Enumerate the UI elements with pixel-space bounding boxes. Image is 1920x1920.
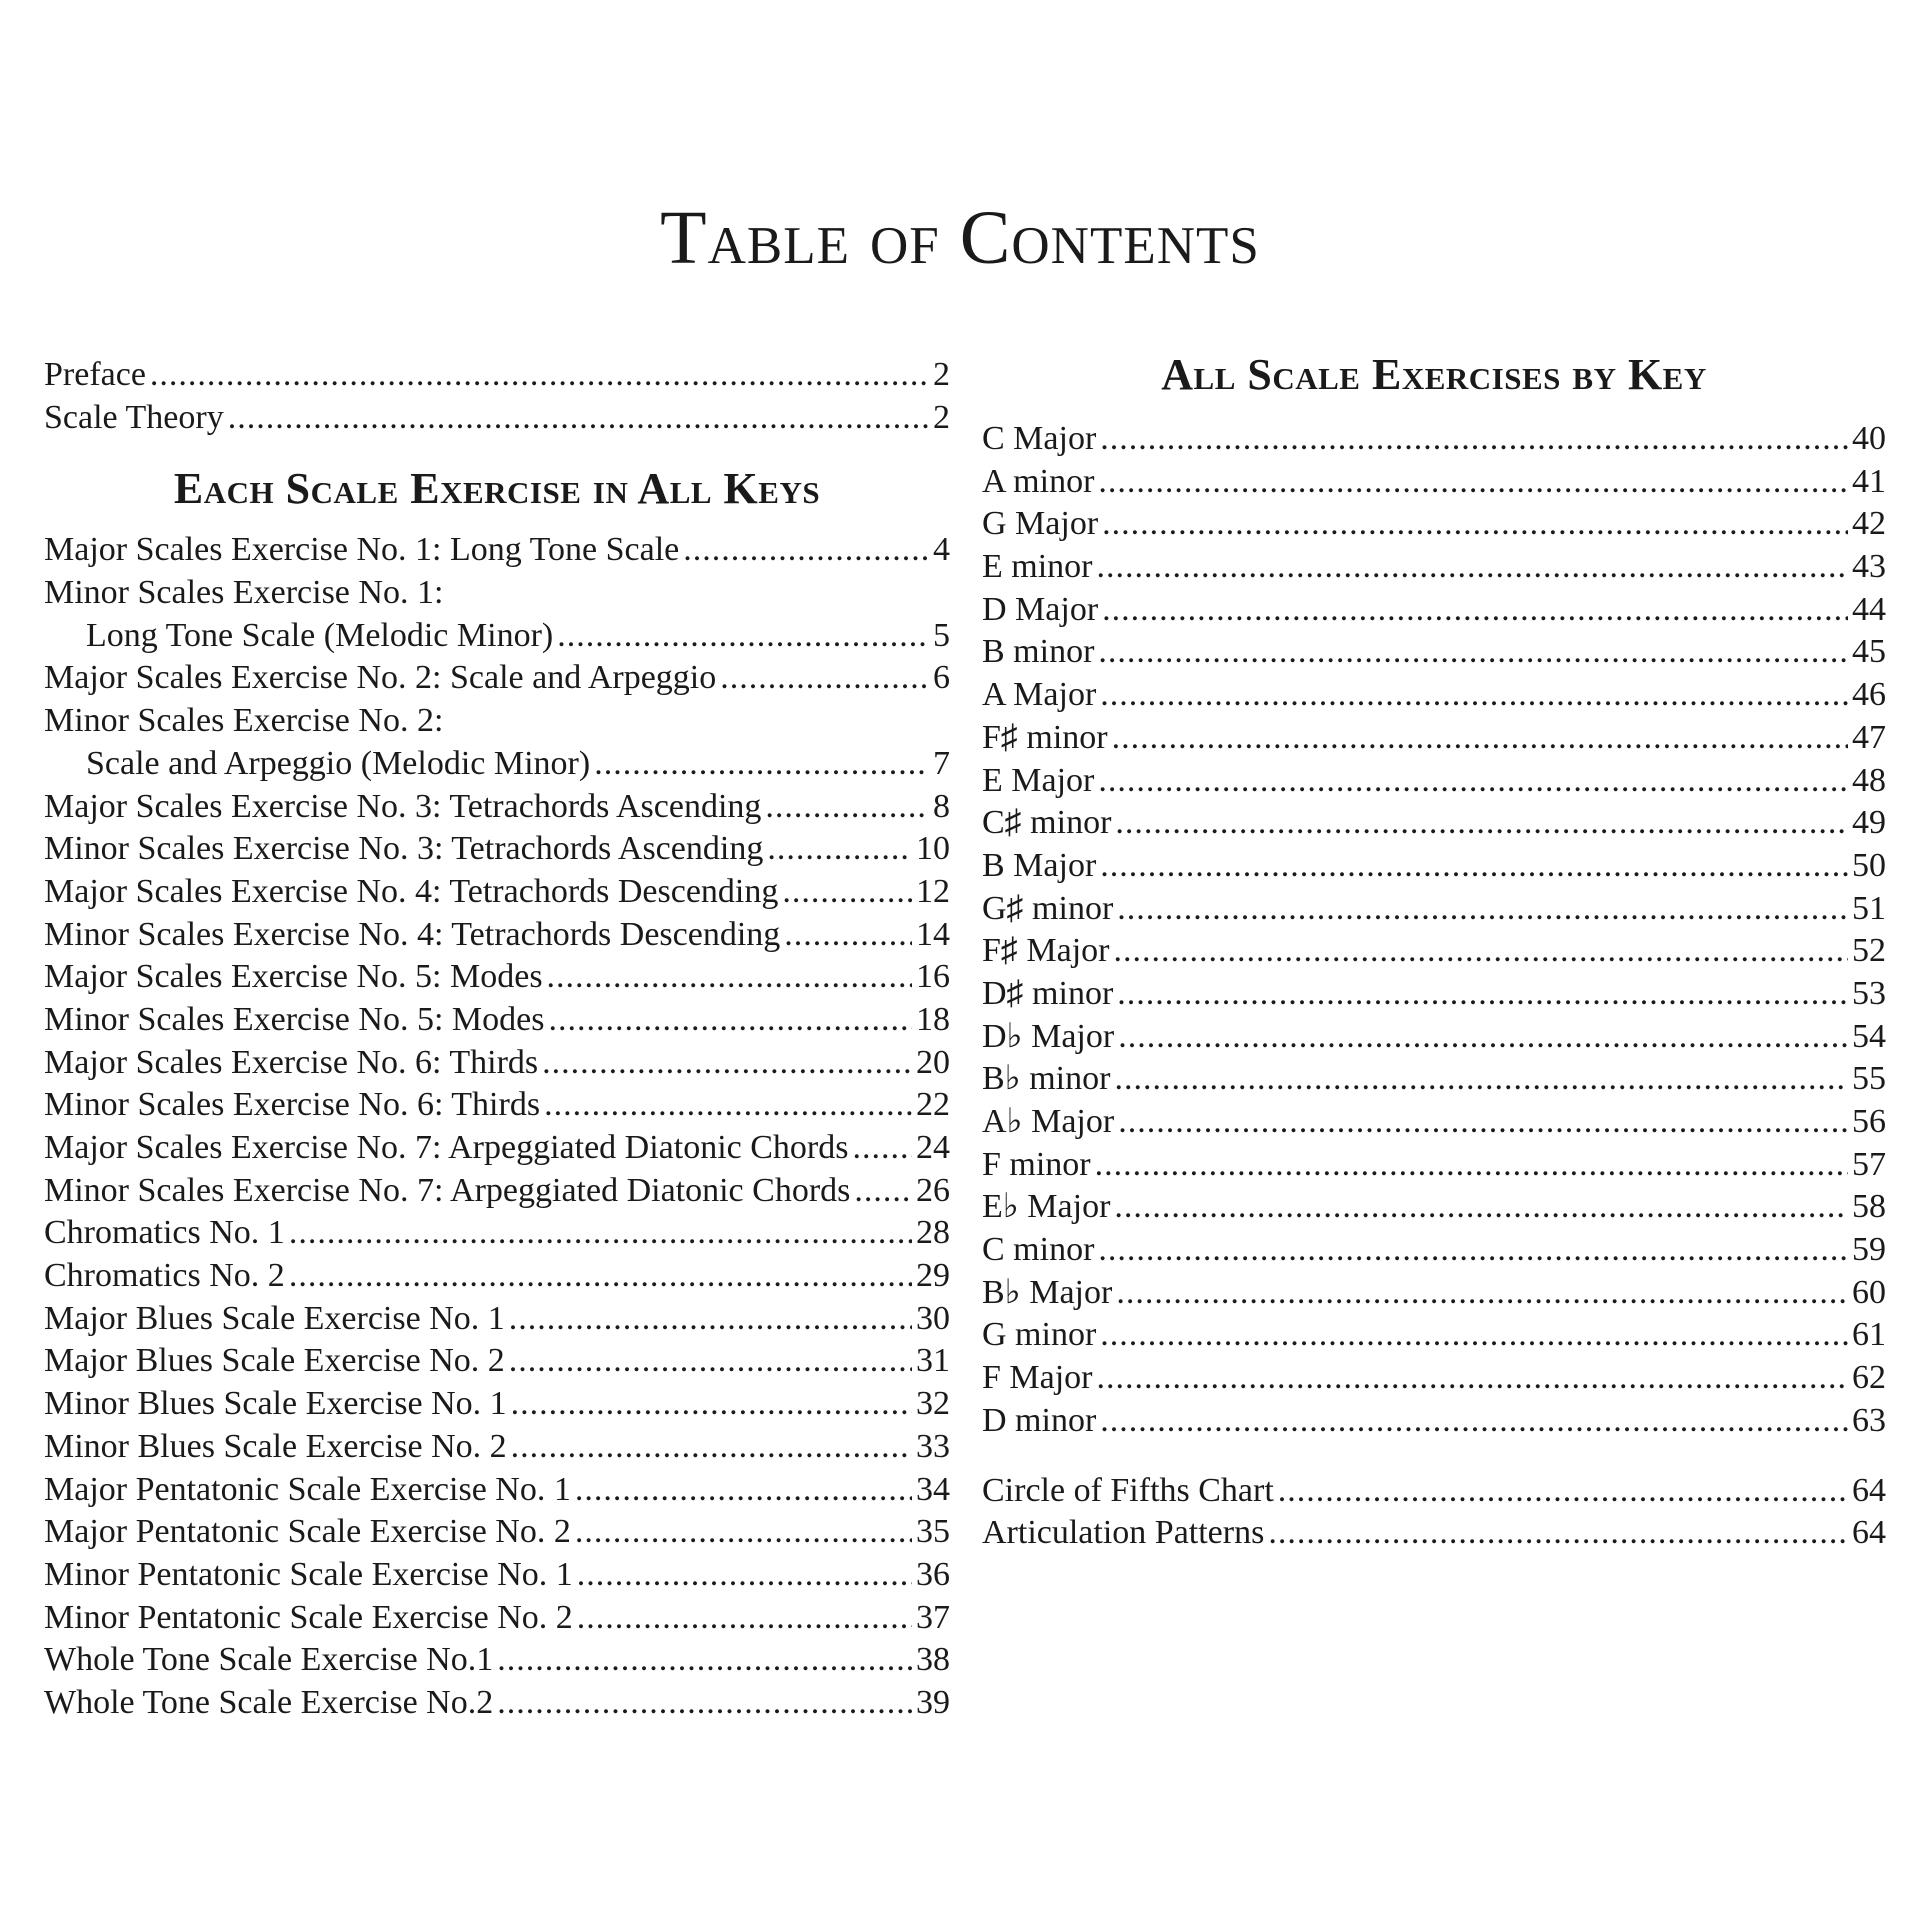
toc-entry-label: Scale and Arpeggio (Melodic Minor) [86, 744, 591, 782]
toc-entry[interactable] [44, 828, 950, 871]
dot-leader [575, 1511, 912, 1554]
dot-leader [548, 999, 912, 1042]
toc-entry[interactable] [982, 461, 1886, 504]
toc-entry[interactable] [982, 973, 1886, 1016]
toc-entry-scale-theory[interactable] [44, 397, 950, 440]
dot-leader [511, 1383, 912, 1426]
toc-entry-page: 29 [916, 1257, 950, 1295]
appendix-list [982, 1470, 1886, 1555]
toc-entry-page: 40 [1852, 420, 1886, 457]
dot-leader [509, 1298, 912, 1341]
front-matter-list [44, 354, 950, 439]
dot-leader [1095, 1144, 1848, 1187]
toc-entry[interactable] [44, 1298, 950, 1341]
toc-entry-page: 26 [916, 1171, 950, 1209]
toc-entry-page: 22 [916, 1086, 950, 1124]
toc-entry-page: 41 [1852, 462, 1886, 500]
toc-entry-label: Minor Blues Scale Exercise No. 2 [44, 1427, 507, 1465]
toc-entry[interactable] [44, 1469, 950, 1512]
toc-entry-label: Major Scales Exercise No. 7: Arpeggiated Diatonic Chords [44, 1129, 849, 1166]
dot-leader [1114, 930, 1849, 973]
spacer [982, 1443, 1886, 1470]
toc-entry-page: 39 [916, 1683, 950, 1721]
toc-entry-page: 59 [1852, 1231, 1886, 1269]
dot-leader [542, 1042, 912, 1085]
dot-leader [497, 1682, 912, 1725]
toc-entry[interactable] [44, 1340, 950, 1383]
toc-entry-page: 45 [1852, 633, 1886, 671]
toc-entry-label: Minor Scales Exercise No. 2: [44, 702, 444, 740]
toc-entry-page: 33 [916, 1427, 950, 1465]
dot-leader [577, 1554, 912, 1597]
toc-entry-label: Major Scales Exercise No. 1: Long Tone Scale [44, 531, 680, 569]
toc-entry[interactable] [44, 1682, 950, 1725]
page-title: Table of Contents [660, 196, 1260, 280]
toc-entry-page: 60 [1852, 1273, 1886, 1311]
toc-entry[interactable] [982, 1400, 1886, 1443]
toc-entry[interactable] [982, 674, 1886, 717]
toc-entry-label: Minor Scales Exercise No. 3: Tetrachords Ascending [44, 830, 764, 868]
dot-leader [1114, 1186, 1848, 1229]
toc-entry-page: 6 [933, 659, 950, 697]
toc-entry-label: B♭ minor [982, 1060, 1111, 1098]
toc-entry-page: 14 [916, 915, 950, 953]
toc-entry[interactable] [44, 1127, 950, 1170]
dot-leader [1100, 1400, 1848, 1443]
toc-entry-label: D♯ minor [982, 974, 1114, 1012]
toc-entry-page: 18 [916, 1000, 950, 1038]
toc-entry-page: 63 [1852, 1401, 1886, 1439]
by-key-list [982, 418, 1886, 1443]
toc-entry-page: 50 [1852, 846, 1886, 884]
toc-entry-page: 47 [1852, 718, 1886, 756]
toc-entry-label: Chromatics No. 2 [44, 1257, 285, 1295]
toc-entry-page: 46 [1852, 676, 1886, 714]
toc-entry-label: Minor Scales Exercise No. 4: Tetrachords Descending [44, 915, 781, 953]
section-heading-each-scale: Each Scale Exercise in All Keys [173, 464, 821, 514]
toc-entry[interactable] [44, 529, 950, 572]
toc-entry-label: Minor Blues Scale Exercise No. 1 [44, 1385, 507, 1423]
dot-leader [509, 1340, 912, 1383]
toc-entry-page: 4 [933, 531, 950, 569]
toc-entry-page: 12 [916, 872, 950, 910]
toc-entry-label: Minor Pentatonic Scale Exercise No. 2 [44, 1598, 573, 1636]
toc-entry-page: 35 [916, 1513, 950, 1551]
toc-entry[interactable] [982, 1058, 1886, 1101]
dot-leader [1100, 845, 1848, 888]
dot-leader [1097, 1357, 1849, 1400]
dot-leader [1098, 1229, 1848, 1272]
toc-entry-label: F minor [982, 1145, 1091, 1183]
toc-entry[interactable] [44, 871, 950, 914]
toc-entry-page: 36 [916, 1555, 950, 1593]
toc-entry-page: 42 [1852, 505, 1886, 543]
toc-entry[interactable] [44, 1426, 950, 1469]
dot-leader [683, 529, 929, 572]
toc-entry-label: D Major [982, 590, 1099, 628]
toc-entry[interactable] [44, 1383, 950, 1426]
toc-entry[interactable] [982, 930, 1886, 973]
toc-entry-label: Long Tone Scale (Melodic Minor) [86, 616, 554, 654]
toc-entry-label: Major Scales Exercise No. 4: Tetrachords Descending [44, 872, 779, 910]
toc-entry-page: 37 [916, 1598, 950, 1636]
toc-entry-label: Whole Tone Scale Exercise No.1 [44, 1641, 494, 1679]
toc-entry-page: 2 [933, 398, 950, 436]
toc-entry-page: 52 [1852, 932, 1886, 970]
toc-entry-page: 61 [1852, 1316, 1886, 1354]
toc-entry[interactable] [44, 1554, 950, 1597]
toc-entry-articulation-patterns[interactable] [982, 1512, 1886, 1555]
toc-entry-label: A Major [982, 676, 1097, 714]
toc-entry-label: G minor [982, 1316, 1097, 1354]
dot-leader [577, 1597, 912, 1640]
toc-entry-page: 16 [916, 958, 950, 996]
toc-entry-label: Articulation Patterns [982, 1514, 1265, 1552]
dot-leader [1102, 589, 1848, 632]
toc-entry-label: F Major [982, 1359, 1093, 1397]
toc-entry[interactable] [982, 1314, 1886, 1357]
toc-entry-label: D♭ Major [982, 1017, 1115, 1055]
toc-entry[interactable] [982, 589, 1886, 632]
toc-entry-label: Preface [44, 356, 146, 393]
toc-entry[interactable] [982, 1101, 1886, 1144]
dot-leader [511, 1426, 912, 1469]
toc-entry-preface[interactable] [44, 354, 950, 397]
toc-entry-label: Major Blues Scale Exercise No. 1 [44, 1299, 505, 1337]
toc-entry-page: 7 [933, 744, 950, 782]
toc-entry[interactable] [982, 1144, 1886, 1187]
dot-leader [852, 1127, 912, 1170]
toc-entry[interactable] [44, 786, 950, 829]
toc-entry-page: 8 [933, 787, 950, 825]
toc-entry[interactable] [982, 802, 1886, 845]
toc-entry[interactable] [44, 1511, 950, 1554]
toc-entry-page: 24 [916, 1129, 950, 1166]
toc-entry-page: 62 [1852, 1359, 1886, 1397]
toc-entry[interactable] [44, 1255, 950, 1298]
toc-entry[interactable] [44, 1170, 950, 1213]
dot-leader [1118, 1101, 1848, 1144]
toc-entry-label: Major Scales Exercise No. 2: Scale and Arpeggio [44, 659, 717, 697]
dot-leader [1278, 1470, 1848, 1513]
toc-entry[interactable] [44, 1597, 950, 1640]
toc-entry-label: Scale Theory [44, 398, 224, 436]
toc-entry-page: 43 [1852, 548, 1886, 586]
toc-entry-label: E minor [982, 548, 1093, 586]
toc-entry-page: 57 [1852, 1145, 1886, 1183]
toc-entry-label: Minor Pentatonic Scale Exercise No. 1 [44, 1555, 573, 1593]
dot-leader [1117, 973, 1848, 1016]
toc-entry-label: B minor [982, 633, 1095, 671]
toc-entry-page: 34 [916, 1470, 950, 1508]
dot-leader [1098, 461, 1848, 504]
dot-leader [1100, 1314, 1848, 1357]
dot-leader [594, 743, 929, 786]
toc-entry-label: B Major [982, 846, 1097, 884]
toc-entry-page: 53 [1852, 974, 1886, 1012]
toc-entry[interactable] [44, 615, 950, 658]
dot-leader [547, 956, 912, 999]
toc-entry[interactable] [982, 888, 1886, 931]
toc-entry-label: E Major [982, 761, 1095, 799]
toc-entry-page: 32 [916, 1385, 950, 1423]
dot-leader [854, 1170, 912, 1213]
toc-entry-page: 51 [1852, 889, 1886, 927]
toc-entry-label: G Major [982, 505, 1099, 543]
toc-entry[interactable] [982, 546, 1886, 589]
toc-entry-label: Major Blues Scale Exercise No. 2 [44, 1342, 505, 1380]
toc-entry[interactable] [44, 1212, 950, 1255]
toc-entry-page: 31 [916, 1342, 950, 1380]
toc-entry[interactable] [982, 418, 1886, 461]
toc-entry-page: 5 [933, 616, 950, 654]
toc-entry-page: 58 [1852, 1188, 1886, 1226]
toc-entry-label: C♯ minor [982, 804, 1112, 842]
each-scale-list [44, 529, 950, 1724]
dot-leader [1100, 418, 1848, 461]
toc-entry-label: Minor Scales Exercise No. 1: [44, 574, 444, 612]
toc-entry-label: Circle of Fifths Chart [982, 1471, 1274, 1509]
toc-entry-page: 55 [1852, 1060, 1886, 1098]
dot-leader [1098, 631, 1848, 674]
dot-leader [782, 871, 912, 914]
toc-entry-page: 10 [916, 830, 950, 868]
dot-leader [1112, 717, 1848, 760]
toc-entry-label: D minor [982, 1401, 1097, 1439]
toc-entry-page: 28 [916, 1214, 950, 1252]
toc-entry[interactable] [982, 845, 1886, 888]
dot-leader [1096, 546, 1848, 589]
section-heading-by-key: All Scale Exercises by Key [1161, 350, 1707, 399]
toc-entry[interactable] [44, 657, 950, 700]
toc-entry-label: C Major [982, 420, 1097, 457]
toc-entry-page: 30 [916, 1299, 950, 1337]
toc-entry-label: G♯ minor [982, 889, 1114, 927]
toc-entry[interactable] [982, 631, 1886, 674]
toc-entry-label: Chromatics No. 1 [44, 1214, 285, 1252]
toc-entry-label: F♯ minor [982, 718, 1108, 756]
toc-entry-label: B♭ Major [982, 1273, 1113, 1311]
dot-leader [765, 786, 929, 829]
toc-entry[interactable] [982, 1186, 1886, 1229]
dot-leader [1118, 1016, 1848, 1059]
dot-leader [289, 1212, 912, 1255]
dot-leader [289, 1255, 912, 1298]
dot-leader [497, 1639, 912, 1682]
dot-leader [544, 1084, 912, 1127]
dot-leader [575, 1469, 912, 1512]
dot-leader [720, 657, 929, 700]
dot-leader [1098, 760, 1848, 803]
toc-entry-label: C minor [982, 1231, 1095, 1269]
toc-entry-label: A minor [982, 462, 1095, 500]
dot-leader [228, 397, 929, 440]
toc-entry-page: 20 [916, 1043, 950, 1081]
toc-entry-label: Minor Scales Exercise No. 5: Modes [44, 1000, 545, 1038]
toc-entry-label: Major Scales Exercise No. 6: Thirds [44, 1043, 539, 1081]
dot-leader [784, 914, 912, 957]
dot-leader [1102, 503, 1848, 546]
toc-entry-label: Minor Scales Exercise No. 6: Thirds [44, 1086, 541, 1124]
toc-entry[interactable] [44, 914, 950, 957]
toc-entry[interactable] [982, 1272, 1886, 1315]
toc-entry-page: 56 [1852, 1103, 1886, 1140]
toc-entry-page: 64 [1852, 1514, 1886, 1552]
dot-leader [1114, 1058, 1848, 1101]
dot-leader [1115, 802, 1848, 845]
toc-entry[interactable] [982, 1357, 1886, 1400]
toc-entry-page: 48 [1852, 761, 1886, 799]
toc-entry-page: 44 [1852, 590, 1886, 628]
toc-entry[interactable] [982, 1016, 1886, 1059]
toc-entry[interactable] [44, 956, 950, 999]
toc-entry[interactable] [982, 1229, 1886, 1272]
toc-entry[interactable] [982, 717, 1886, 760]
toc-entry-label: Major Scales Exercise No. 5: Modes [44, 958, 543, 996]
toc-entry-page: 38 [916, 1641, 950, 1679]
toc-right-column [982, 350, 1886, 1555]
toc-entry[interactable] [44, 1084, 950, 1127]
toc-entry-heading-line [44, 572, 950, 615]
toc-entry[interactable] [44, 1042, 950, 1085]
toc-entry-page: 54 [1852, 1017, 1886, 1055]
toc-entry-label: E♭ Major [982, 1188, 1111, 1226]
dot-leader [1116, 1272, 1848, 1315]
toc-entry-label: A♭ Major [982, 1103, 1115, 1140]
dot-leader [150, 354, 929, 397]
dot-leader [1268, 1512, 1848, 1555]
toc-entry-label: Major Pentatonic Scale Exercise No. 2 [44, 1513, 571, 1551]
toc-entry-heading-line [44, 700, 950, 743]
toc-entry[interactable] [982, 760, 1886, 803]
toc-entry-label: Major Scales Exercise No. 3: Tetrachords Ascending [44, 787, 762, 825]
toc-entry-label: Minor Scales Exercise No. 7: Arpeggiated Diatonic Chords [44, 1171, 851, 1209]
toc-entry[interactable] [982, 503, 1886, 546]
toc-entry-label: Whole Tone Scale Exercise No.2 [44, 1683, 494, 1721]
toc-left-column [44, 354, 950, 1725]
dot-leader [557, 615, 929, 658]
toc-entry-page: 64 [1852, 1471, 1886, 1509]
toc-entry-label: Major Pentatonic Scale Exercise No. 1 [44, 1470, 571, 1508]
toc-entry-circle-of-fifths[interactable] [982, 1470, 1886, 1513]
toc-entry[interactable] [44, 1639, 950, 1682]
toc-entry[interactable] [44, 743, 950, 786]
dot-leader [1117, 888, 1848, 931]
toc-entry-page: 49 [1852, 804, 1886, 842]
dot-leader [1100, 674, 1848, 717]
dot-leader [767, 828, 912, 871]
toc-entry-label: F♯ Major [982, 932, 1110, 970]
toc-entry[interactable] [44, 999, 950, 1042]
toc-entry-page: 2 [933, 356, 950, 393]
